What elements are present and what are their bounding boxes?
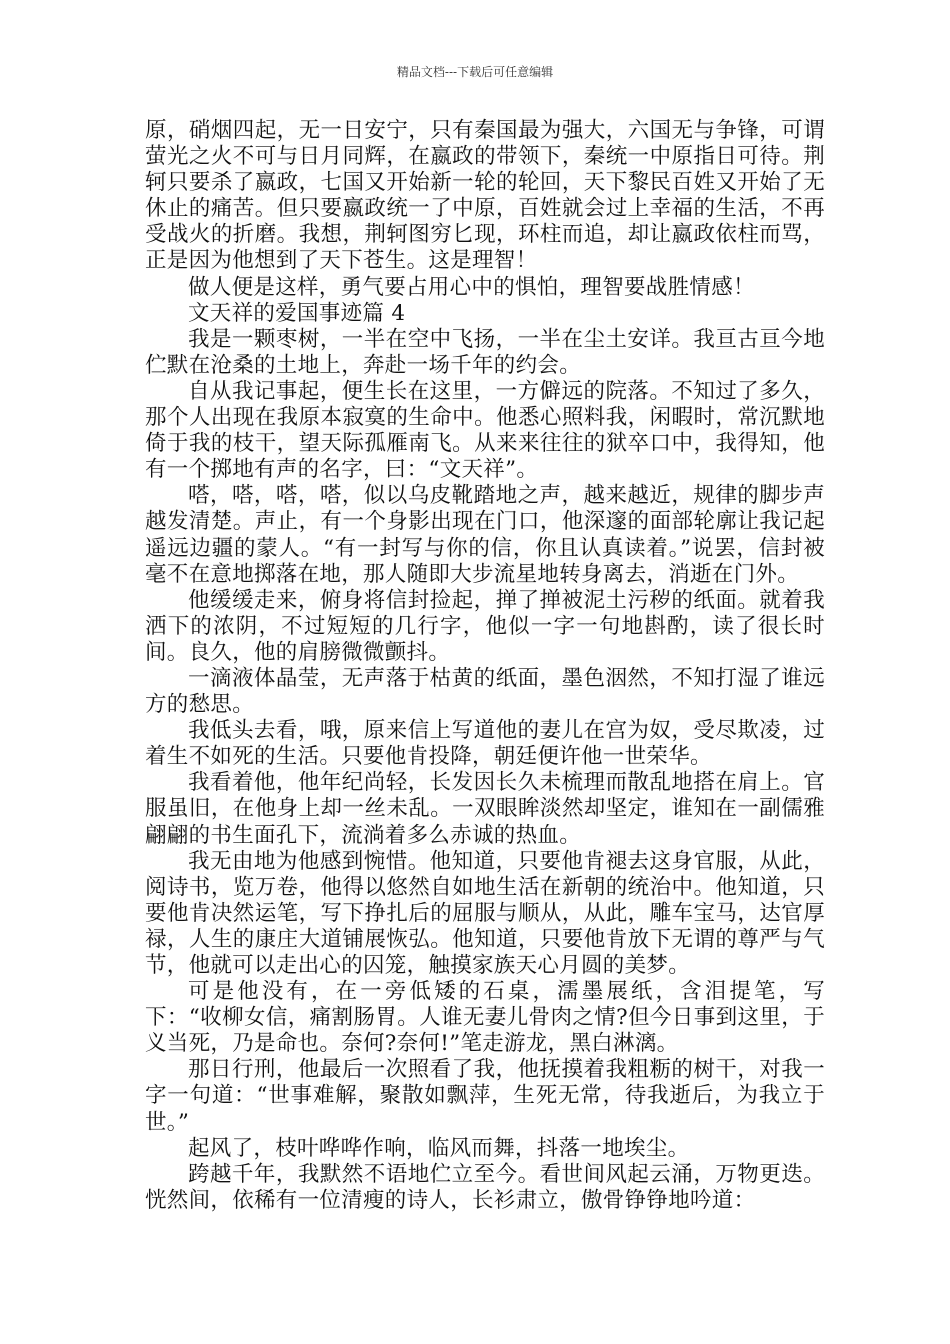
paragraph: 嗒，嗒，嗒，嗒，似以乌皮靴踏地之声，越来越近，规律的脚步声越发清楚。声止，有一个身影出现在门口，他深邃的面部轮廓让我记起遥远边疆的蒙人。“有一封写与你的信，你且认真读着。”说罢，信封被毫不在意地掷落在地，那人随即大步流星地转身离去，消逝在门外。	[145, 483, 825, 587]
paragraph: 跨越千年，我默然不语地伫立至今。看世间风起云涌，万物更迭。恍然间，依稀有一位清瘦的诗人，长衫肃立，傲骨铮铮地吟道：	[145, 1161, 825, 1213]
paragraph: 自从我记事起，便生长在这里，一方僻远的院落。不知过了多久，那个人出现在我原本寂寞的生命中。他悉心照料我，闲暇时，常沉默地倚于我的枝干，望天际孤雁南飞。从来来往往的狱卒口中，我得知，他有一个掷地有声的名字，曰：“文天祥”。	[145, 378, 825, 483]
paragraph: 我无由地为他感到惋惜。他知道，只要他肯褪去这身官服，从此，阅诗书，览万卷，他得以悠然自如地生活在新朝的统治中。他知道，只要他肯决然运笔，写下挣扎后的屈服与顺从，从此，雕车宝马，达官厚禄，人生的康庄大道铺展恢弘。他知道，只要他肯放下无谓的尊严与气节，他就可以走出心的囚笼，触摸家族天心月圆的美梦。	[145, 848, 825, 978]
paragraph: 我看着他，他年纪尚轻，长发因长久未梳理而散乱地搭在肩上。官服虽旧，在他身上却一丝未乱。一双眼眸淡然却坚定，谁知在一副儒雅翩翩的书生面孔下，流淌着多么赤诚的热血。	[145, 770, 825, 848]
paragraph: 做人便是这样，勇气要占用心中的惧怕，理智要战胜情感！	[188, 274, 755, 300]
paragraph: 他缓缓走来，俯身将信封捡起，掸了掸被泥土污秽的纸面。就着我洒下的浓阴，不过短短的几行字，他似一字一句地斟酌，读了很长时间。良久，他的肩膀微微颤抖。	[145, 587, 825, 665]
paragraph: 文天祥的爱国事迹篇 4	[188, 300, 406, 326]
paragraph: 我是一颗枣树，一半在空中飞扬，一半在尘土安详。我亘古亘今地伫默在沧桑的土地上，奔赴一场千年的约会。	[145, 326, 825, 378]
paragraph: 可是他没有，在一旁低矮的石桌，濡墨展纸，含泪提笔，写下：“收柳女信，痛割肠胃。人谁无妻儿骨肉之情?但今日事到这里，于义当死，乃是命也。奈何?奈何!”笔走游龙，黑白淋漓。	[145, 979, 825, 1057]
paragraph: 一滴液体晶莹，无声落于枯黄的纸面，墨色洇然，不知打湿了谁远方的愁思。	[145, 665, 825, 718]
document-body	[145, 118, 825, 1214]
paragraph: 起风了，枝叶哗哗作响，临风而舞，抖落一地埃尘。	[188, 1135, 690, 1161]
paragraph: 原，硝烟四起，无一日安宁，只有秦国最为强大，六国无与争锋，可谓萤光之火不可与日月同辉，在嬴政的带领下，秦统一中原指日可待。荆轲只要杀了嬴政，七国又开始新一轮的轮回，天下黎民百姓又开始了无休止的痛苦。但只要嬴政统一了中原，百姓就会过上幸福的生活，不再受战火的折磨。我想，荆轲图穷匕现，环柱而追，却让嬴政依柱而骂，正是因为他想到了天下苍生。这是理智！	[145, 118, 825, 274]
paragraph: 我低头去看，哦，原来信上写道他的妻儿在宫为奴，受尽欺凌，过着生不如死的生活。只要他肯投降，朝廷便许他一世荣华。	[145, 718, 825, 770]
page-header: 精品文档---下载后可任意编辑	[396, 65, 554, 79]
paragraph: 那日行刑，他最后一次照看了我，他抚摸着我粗粝的树干，对我一字一句道：“世事难解，聚散如飘萍，生死无常，待我逝后，为我立于世。”	[145, 1057, 825, 1135]
